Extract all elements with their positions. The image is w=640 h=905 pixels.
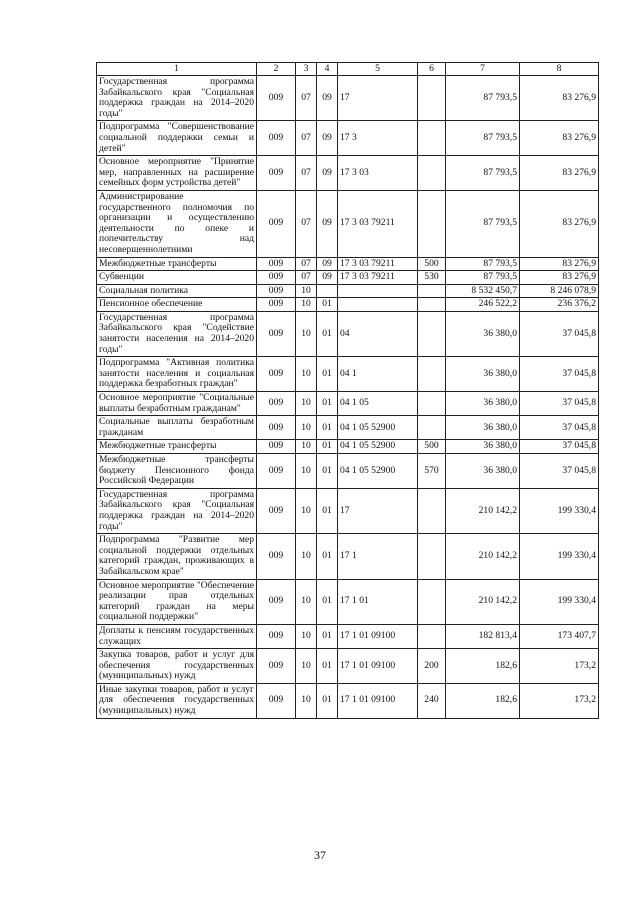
expense-type-cell bbox=[418, 121, 446, 156]
subsection-code-cell: 01 bbox=[317, 649, 338, 684]
section-code-cell: 10 bbox=[296, 579, 317, 624]
target-article-cell: 17 1 01 09100 bbox=[338, 683, 418, 718]
item-name-cell: Государственная программа Забайкальского края "Социальная поддержка граждан на 2014–2020 годы" bbox=[97, 76, 257, 121]
expense-type-cell: 570 bbox=[418, 454, 446, 489]
section-code-cell: 10 bbox=[296, 357, 317, 392]
amount-year2-cell: 8 246 078,9 bbox=[520, 284, 599, 298]
amount-year1-cell: 210 142,2 bbox=[446, 579, 520, 624]
section-code-cell: 10 bbox=[296, 488, 317, 533]
item-name-cell: Пенсионное обеспечение bbox=[97, 298, 257, 312]
amount-year1-cell: 246 522,2 bbox=[446, 298, 520, 312]
amount-year2-cell: 37 045,8 bbox=[520, 416, 599, 440]
amount-year1-cell: 210 142,2 bbox=[446, 488, 520, 533]
item-name-cell: Подпрограмма "Развитие мер социальной поддержки отдельных категорий граждан, проживающих в Забайкальском крае" bbox=[97, 534, 257, 579]
expense-type-cell bbox=[418, 416, 446, 440]
section-code-cell: 07 bbox=[296, 190, 317, 257]
table-row bbox=[97, 257, 599, 271]
subsection-code-cell: 09 bbox=[317, 257, 338, 271]
expense-type-cell bbox=[418, 76, 446, 121]
item-name-cell: Государственная программа Забайкальского края "Содействие занятости населения на 2014–2020 годы" bbox=[97, 311, 257, 356]
table-row bbox=[97, 156, 599, 191]
grbs-code-cell: 009 bbox=[257, 76, 296, 121]
expense-type-cell: 500 bbox=[418, 440, 446, 454]
amount-year1-cell: 87 793,5 bbox=[446, 190, 520, 257]
table-row bbox=[97, 121, 599, 156]
item-name-cell: Субвенции bbox=[97, 271, 257, 285]
subsection-code-cell: 09 bbox=[317, 121, 338, 156]
table-row bbox=[97, 683, 599, 718]
item-name-cell: Закупка товаров, работ и услуг для обеспечения государственных (муниципальных) нужд bbox=[97, 649, 257, 684]
header-cell: 5 bbox=[338, 63, 418, 76]
section-code-cell: 10 bbox=[296, 284, 317, 298]
item-name-cell: Социальная политика bbox=[97, 284, 257, 298]
subsection-code-cell: 01 bbox=[317, 416, 338, 440]
table-row bbox=[97, 298, 599, 312]
grbs-code-cell: 009 bbox=[257, 649, 296, 684]
amount-year2-cell: 37 045,8 bbox=[520, 454, 599, 489]
target-article-cell: 17 3 03 bbox=[338, 156, 418, 191]
budget-table bbox=[96, 62, 599, 719]
subsection-code-cell: 09 bbox=[317, 190, 338, 257]
grbs-code-cell: 009 bbox=[257, 624, 296, 648]
expense-type-cell bbox=[418, 624, 446, 648]
item-name-cell: Межбюджетные трансферты bbox=[97, 440, 257, 454]
grbs-code-cell: 009 bbox=[257, 284, 296, 298]
amount-year1-cell: 36 380,0 bbox=[446, 357, 520, 392]
amount-year2-cell: 37 045,8 bbox=[520, 357, 599, 392]
target-article-cell: 17 bbox=[338, 76, 418, 121]
grbs-code-cell: 009 bbox=[257, 298, 296, 312]
grbs-code-cell: 009 bbox=[257, 534, 296, 579]
subsection-code-cell: 01 bbox=[317, 454, 338, 489]
grbs-code-cell: 009 bbox=[257, 190, 296, 257]
amount-year2-cell: 173,2 bbox=[520, 683, 599, 718]
expense-type-cell bbox=[418, 392, 446, 416]
grbs-code-cell: 009 bbox=[257, 271, 296, 285]
grbs-code-cell: 009 bbox=[257, 311, 296, 356]
amount-year2-cell: 37 045,8 bbox=[520, 311, 599, 356]
item-name-cell: Государственная программа Забайкальского края "Социальная поддержка граждан на 2014–2020 годы" bbox=[97, 488, 257, 533]
target-article-cell: 17 1 01 09100 bbox=[338, 649, 418, 684]
item-name-cell: Межбюджетные трансферты бюджету Пенсионного фонда Российской Федерации bbox=[97, 454, 257, 489]
amount-year1-cell: 87 793,5 bbox=[446, 121, 520, 156]
table-row bbox=[97, 579, 599, 624]
grbs-code-cell: 009 bbox=[257, 488, 296, 533]
item-name-cell: Подпрограмма "Активная политика занятости населения и социальная поддержка безработных граждан" bbox=[97, 357, 257, 392]
subsection-code-cell: 01 bbox=[317, 683, 338, 718]
table-row bbox=[97, 534, 599, 579]
table-body bbox=[97, 76, 599, 719]
amount-year1-cell: 87 793,5 bbox=[446, 257, 520, 271]
target-article-cell: 04 1 05 bbox=[338, 392, 418, 416]
subsection-code-cell: 09 bbox=[317, 271, 338, 285]
header-cell: 1 bbox=[97, 63, 257, 76]
item-name-cell: Основное мероприятие "Социальные выплаты безработным гражданам" bbox=[97, 392, 257, 416]
grbs-code-cell: 009 bbox=[257, 357, 296, 392]
amount-year2-cell: 83 276,9 bbox=[520, 156, 599, 191]
amount-year1-cell: 36 380,0 bbox=[446, 416, 520, 440]
target-article-cell bbox=[338, 298, 418, 312]
item-name-cell: Социальные выплаты безработным гражданам bbox=[97, 416, 257, 440]
amount-year2-cell: 83 276,9 bbox=[520, 121, 599, 156]
subsection-code-cell: 01 bbox=[317, 624, 338, 648]
subsection-code-cell: 09 bbox=[317, 156, 338, 191]
section-code-cell: 07 bbox=[296, 257, 317, 271]
grbs-code-cell: 009 bbox=[257, 579, 296, 624]
header-cell: 2 bbox=[257, 63, 296, 76]
subsection-code-cell: 01 bbox=[317, 298, 338, 312]
target-article-cell: 04 bbox=[338, 311, 418, 356]
grbs-code-cell: 009 bbox=[257, 121, 296, 156]
table-row bbox=[97, 392, 599, 416]
target-article-cell: 04 1 05 52900 bbox=[338, 416, 418, 440]
table-row bbox=[97, 271, 599, 285]
header-cell: 3 bbox=[296, 63, 317, 76]
section-code-cell: 07 bbox=[296, 271, 317, 285]
amount-year2-cell: 37 045,8 bbox=[520, 440, 599, 454]
table-row bbox=[97, 624, 599, 648]
amount-year2-cell: 83 276,9 bbox=[520, 257, 599, 271]
expense-type-cell: 500 bbox=[418, 257, 446, 271]
table-row bbox=[97, 311, 599, 356]
amount-year1-cell: 87 793,5 bbox=[446, 156, 520, 191]
amount-year2-cell: 83 276,9 bbox=[520, 271, 599, 285]
item-name-cell: Доплаты к пенсиям государственных служащих bbox=[97, 624, 257, 648]
table-row bbox=[97, 488, 599, 533]
subsection-code-cell: 01 bbox=[317, 488, 338, 533]
header-cell: 7 bbox=[446, 63, 520, 76]
amount-year1-cell: 182,6 bbox=[446, 649, 520, 684]
amount-year2-cell: 199 330,4 bbox=[520, 579, 599, 624]
header-cell: 4 bbox=[317, 63, 338, 76]
amount-year1-cell: 36 380,0 bbox=[446, 311, 520, 356]
expense-type-cell: 200 bbox=[418, 649, 446, 684]
subsection-code-cell: 01 bbox=[317, 392, 338, 416]
table-row bbox=[97, 190, 599, 257]
section-code-cell: 10 bbox=[296, 416, 317, 440]
section-code-cell: 07 bbox=[296, 76, 317, 121]
expense-type-cell: 530 bbox=[418, 271, 446, 285]
expense-type-cell bbox=[418, 579, 446, 624]
subsection-code-cell: 01 bbox=[317, 357, 338, 392]
target-article-cell: 04 1 05 52900 bbox=[338, 440, 418, 454]
amount-year1-cell: 36 380,0 bbox=[446, 454, 520, 489]
subsection-code-cell: 09 bbox=[317, 76, 338, 121]
grbs-code-cell: 009 bbox=[257, 683, 296, 718]
subsection-code-cell: 01 bbox=[317, 579, 338, 624]
grbs-code-cell: 009 bbox=[257, 257, 296, 271]
amount-year1-cell: 36 380,0 bbox=[446, 392, 520, 416]
item-name-cell: Основное мероприятие "Обеспечение реализации прав отдельных категорий граждан на меры социальной поддержки" bbox=[97, 579, 257, 624]
amount-year2-cell: 173 407,7 bbox=[520, 624, 599, 648]
grbs-code-cell: 009 bbox=[257, 454, 296, 489]
amount-year1-cell: 182,6 bbox=[446, 683, 520, 718]
target-article-cell: 17 3 bbox=[338, 121, 418, 156]
target-article-cell: 17 3 03 79211 bbox=[338, 257, 418, 271]
target-article-cell: 17 bbox=[338, 488, 418, 533]
amount-year1-cell: 87 793,5 bbox=[446, 271, 520, 285]
table-row bbox=[97, 284, 599, 298]
grbs-code-cell: 009 bbox=[257, 416, 296, 440]
target-article-cell: 17 1 01 09100 bbox=[338, 624, 418, 648]
section-code-cell: 10 bbox=[296, 298, 317, 312]
table-row bbox=[97, 454, 599, 489]
target-article-cell: 04 1 05 52900 bbox=[338, 454, 418, 489]
amount-year2-cell: 236 376,2 bbox=[520, 298, 599, 312]
section-code-cell: 07 bbox=[296, 121, 317, 156]
amount-year1-cell: 87 793,5 bbox=[446, 76, 520, 121]
expense-type-cell bbox=[418, 156, 446, 191]
amount-year1-cell: 210 142,2 bbox=[446, 534, 520, 579]
expense-type-cell bbox=[418, 488, 446, 533]
expense-type-cell bbox=[418, 284, 446, 298]
section-code-cell: 10 bbox=[296, 534, 317, 579]
target-article-cell: 17 3 03 79211 bbox=[338, 271, 418, 285]
header-row bbox=[97, 63, 599, 76]
subsection-code-cell: 01 bbox=[317, 311, 338, 356]
amount-year2-cell: 199 330,4 bbox=[520, 534, 599, 579]
amount-year2-cell: 199 330,4 bbox=[520, 488, 599, 533]
amount-year1-cell: 36 380,0 bbox=[446, 440, 520, 454]
item-name-cell: Основное мероприятие "Принятие мер, направленных на расширение семейных форм устройства детей" bbox=[97, 156, 257, 191]
table-row bbox=[97, 416, 599, 440]
table-row bbox=[97, 440, 599, 454]
table-row bbox=[97, 76, 599, 121]
target-article-cell: 04 1 bbox=[338, 357, 418, 392]
item-name-cell: Иные закупки товаров, работ и услуг для обеспечения государственных (муниципальных) нужд bbox=[97, 683, 257, 718]
section-code-cell: 10 bbox=[296, 440, 317, 454]
page-number: 37 bbox=[314, 848, 326, 862]
subsection-code-cell bbox=[317, 284, 338, 298]
section-code-cell: 10 bbox=[296, 392, 317, 416]
expense-type-cell: 240 bbox=[418, 683, 446, 718]
expense-type-cell bbox=[418, 298, 446, 312]
table-row bbox=[97, 357, 599, 392]
amount-year2-cell: 83 276,9 bbox=[520, 76, 599, 121]
target-article-cell: 17 1 bbox=[338, 534, 418, 579]
header-cell: 8 bbox=[520, 63, 599, 76]
item-name-cell: Межбюджетные трансферты bbox=[97, 257, 257, 271]
header-cell: 6 bbox=[418, 63, 446, 76]
table-row bbox=[97, 649, 599, 684]
expense-type-cell bbox=[418, 357, 446, 392]
expense-type-cell bbox=[418, 311, 446, 356]
section-code-cell: 10 bbox=[296, 454, 317, 489]
item-name-cell: Администрирование государственного полномочия по организации и осуществлению деятельности по опеке и попечительству над несовершеннолетними bbox=[97, 190, 257, 257]
section-code-cell: 10 bbox=[296, 683, 317, 718]
amount-year2-cell: 37 045,8 bbox=[520, 392, 599, 416]
subsection-code-cell: 01 bbox=[317, 440, 338, 454]
grbs-code-cell: 009 bbox=[257, 156, 296, 191]
expense-type-cell bbox=[418, 534, 446, 579]
target-article-cell: 17 1 01 bbox=[338, 579, 418, 624]
section-code-cell: 10 bbox=[296, 624, 317, 648]
grbs-code-cell: 009 bbox=[257, 392, 296, 416]
target-article-cell: 17 3 03 79211 bbox=[338, 190, 418, 257]
amount-year2-cell: 83 276,9 bbox=[520, 190, 599, 257]
amount-year1-cell: 182 813,4 bbox=[446, 624, 520, 648]
item-name-cell: Подпрограмма "Совершенствование социальной поддержки семьи и детей" bbox=[97, 121, 257, 156]
expense-type-cell bbox=[418, 190, 446, 257]
subsection-code-cell: 01 bbox=[317, 534, 338, 579]
section-code-cell: 10 bbox=[296, 311, 317, 356]
amount-year2-cell: 173,2 bbox=[520, 649, 599, 684]
section-code-cell: 10 bbox=[296, 649, 317, 684]
grbs-code-cell: 009 bbox=[257, 440, 296, 454]
section-code-cell: 07 bbox=[296, 156, 317, 191]
amount-year1-cell: 8 532 450,7 bbox=[446, 284, 520, 298]
target-article-cell bbox=[338, 284, 418, 298]
